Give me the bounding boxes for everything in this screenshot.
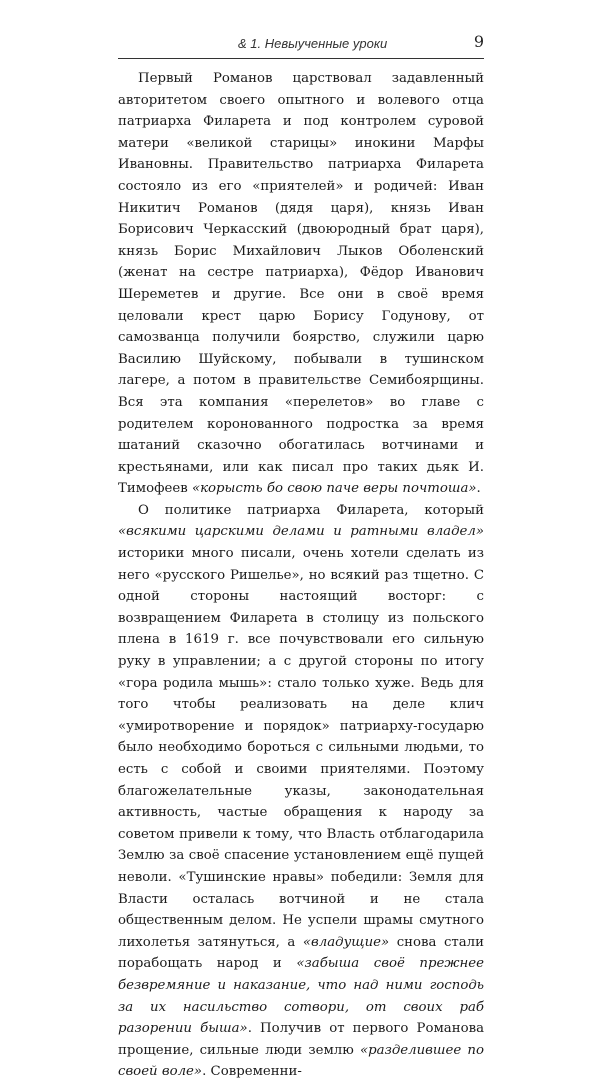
page-number: 9 [473,32,484,51]
quotation-italic: «всякими царскими делами и ратными владел» [118,524,484,540]
text-run: Первый Романов царствовал задавленный авторитетом своего опытного и волевого отца патриарха Филарета и под контролем суровой матери «великой старицы» инокини Марфы Ивановны. Правительство патриарха Филарета состояло из его «приятелей» и родичей: Иван Никитич Романов (дядя царя), князь Иван Борисович Черкасский (двоюродный брат царя), князь Борис Михайлович Лыков Оболенский (женат на сестре патриарха), Фёдор Иванович Шереметев и другие. Все они в своё время целовали крест царю Борису Годунову, от самозванца получили боярство, служили царю Василию Шуйскому, побывали в тушинском лагере, а потом в правительстве Семибоярщины. Вся эта компания «перелетов» во главе с родителем коронованного подростка за время шатаний сказочно обогатилась вотчинами и крестьянами, или как писал про таких дьяк И. Тимофеев [118,71,484,497]
text-run: О политике патриарха Филарета, который [138,502,484,518]
text-run: снова стали порабощать народ и [118,934,484,972]
text-run: историки много писали, очень хотели сделать из него «русского Ришелье», но всякий раз тщетно. С одной стороны настоящий восторг: с возвращением Филарета в столицу из польского плена в 1619 г. все почувствовали его сильную руку в управлении; а с другой стороны по итогу «гора родила мышь»: стало только хуже. Ведь для того чтобы реализовать на деле клич «умиротворение и порядок» патриарху-государю было необходимо бороться с сильными людьми, то есть с собой и своими приятелями. Поэтому благожелательные указы, законодательная активность, частые обращения к народу за советом привели к тому, что Власть отблагодарила Землю за своё спасение установлением ещё пущей неволи. «Тушинские нравы» победили: Земля для Власти осталась вотчиной и не стала общественным делом. Не успели шрамы смутного лихолетья затянуться, а [118,546,484,950]
text-run: . [476,481,481,497]
paragraph [118,500,484,1083]
quotation-italic: «корысть бо свою паче веры почтоша» [191,481,477,497]
paragraph [118,68,484,500]
quotation-italic: «забыша своё прежнее безвремяние и наказание, что над ними господь за их насильство сотвори, от своих раб разорении быша» [118,956,484,1037]
running-head: & 1. Невыученные уроки [238,36,388,51]
quotation-italic: «владущие» [302,934,390,950]
body-text [118,68,484,1083]
text-run: . Современни- [202,1064,302,1080]
page-header [118,32,484,59]
quotation-italic: «разделившее по своей воле» [118,1042,484,1080]
text-run: . Получив от первого Романова прощение, сильные люди землю [118,1021,485,1058]
